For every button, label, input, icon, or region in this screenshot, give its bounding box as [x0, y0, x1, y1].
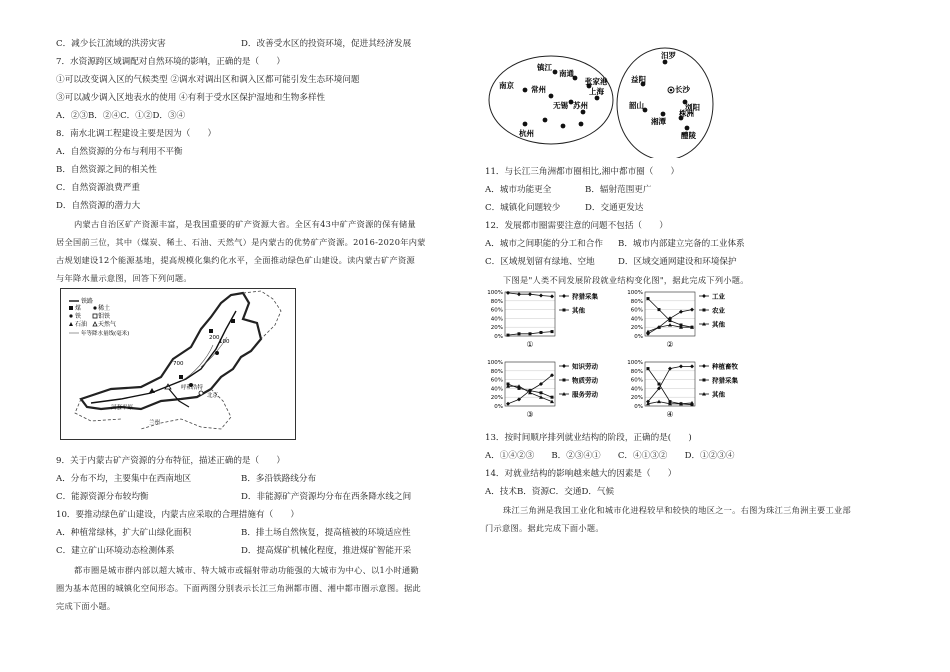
legend-label: 服务劳动 [572, 390, 598, 399]
chart-4 [627, 360, 738, 419]
q9-option-c: C．能源资源分布较均衡 [56, 492, 149, 502]
xiangzhong-cities [628, 50, 700, 140]
q14-stem: 14．对就业结构的影响越来越大的因素是（ ） [485, 469, 677, 479]
y-tick-label: 0% [634, 334, 643, 340]
passage1-line1: 内蒙古自治区矿产资源丰富，是我国重要的矿产资源大省。全区有43中矿产资源的保有储量 [74, 219, 417, 229]
legend-label: 知识劳动 [572, 362, 598, 371]
y-tick-label: 20% [630, 395, 643, 402]
iron-marker [215, 351, 219, 355]
q7-statement-1: ①可以改变调入区的气候类型 ②调水对调出区和调入区都可能引发生态环境问题 [56, 75, 360, 85]
q10-option-d: D．提高煤矿机械化程度，推进煤矿智能开采 [241, 546, 412, 556]
city-liuyang: 浏阳 [685, 103, 700, 112]
data-point [529, 332, 532, 335]
q9-stem: 9．关于内蒙古矿产资源的分布特征，描述正确的是（ ） [56, 456, 285, 466]
passage1-line3: 古规划建设12个能源基地，提高规模化集约化水平，全面推动绿色矿山建设。读内蒙古矿产资源 [56, 255, 416, 265]
q13-stem: 13．按时间顺序排列就业结构的阶段，正确的是( ) [485, 433, 692, 443]
q8-stem: 8．南水北调工程建设主要是因为（ ） [56, 129, 217, 139]
city-nantong: 南通 [559, 69, 574, 78]
q10-option-c: C．建立矿山环境动态检测体系 [56, 546, 175, 556]
legend-marker [703, 379, 706, 382]
y-tick-label: 0% [494, 404, 503, 410]
y-tick-label: 80% [490, 298, 503, 305]
chart-2 [627, 290, 725, 349]
yangtze-cities [499, 62, 608, 138]
city-wuxi: 无锡 [553, 101, 568, 110]
q12-option-a: A．城市之间职能的分工和合作 [485, 239, 603, 249]
y-tick-label: 60% [630, 307, 643, 314]
data-point [540, 331, 543, 334]
q12-stem: 12．发展都市圈需要注意的问题不包括（ ） [485, 221, 668, 231]
y-tick-label: 100% [627, 290, 643, 296]
legend-marker [563, 309, 566, 312]
legend-marker [703, 309, 706, 312]
legend-marker [702, 364, 706, 368]
city-yiyang: 益阳 [631, 75, 646, 84]
q11-option-a: A．城市功能更全 [485, 185, 552, 195]
data-point [690, 364, 694, 368]
q11-option-b: B．辐射范围更广 [585, 185, 652, 195]
chart-number: ④ [666, 410, 674, 419]
y-tick-label: 20% [490, 395, 503, 402]
legend-label: 工业 [712, 292, 725, 301]
passage2-line2: 圈为基本范围的城镇化空间形态。下面两图分别表示长江三角洲都市圈、湘中都市圈示意图。据此 [56, 583, 421, 593]
data-point [528, 292, 532, 296]
y-tick-label: 80% [630, 368, 643, 375]
chart-number: ② [666, 340, 674, 349]
data-point [507, 334, 510, 337]
data-point [539, 294, 543, 298]
city-shaoshan: 韶山 [629, 101, 644, 110]
passage1-line2: 居全国前三位，其中（煤炭、稀土、石油、天然气）是内蒙古的优势矿产资源。2016-2020年内蒙 [56, 237, 426, 247]
legend-marker [563, 379, 566, 382]
coal-marker [179, 375, 183, 379]
legend-label: 其他 [712, 320, 725, 329]
city-xiangtan: 湘潭 [651, 117, 666, 126]
q7-statement-2: ③可以减少调入区地表水的使用 ④有利于受水区保护湿地和生物多样性 [56, 93, 326, 103]
q14-options: A．技术B．资源C．交通D．气候 [485, 487, 615, 497]
city-zhangjiagang: 张家港 [585, 77, 608, 86]
city-suzhou: 苏州 [573, 101, 588, 110]
data-point [551, 396, 554, 399]
y-tick-label: 20% [490, 325, 503, 332]
data-point [679, 310, 683, 314]
legend-marker [702, 294, 706, 298]
q9-option-a: A．分布不均，主要集中在西南地区 [56, 474, 192, 484]
data-point [690, 308, 694, 312]
data-point [517, 292, 521, 296]
data-point [647, 367, 650, 370]
city-miluo: 汨罗 [661, 51, 676, 60]
q9-option-b: B．多沿铁路线分布 [241, 474, 317, 484]
coal-marker [231, 319, 235, 323]
q8-option-c: C．自然资源浪费严重 [56, 183, 140, 193]
q8-option-b: B．自然资源之间的相关性 [56, 165, 157, 175]
y-tick-label: 0% [634, 404, 643, 410]
legend-label: 其他 [712, 390, 725, 399]
y-tick-label: 80% [630, 298, 643, 305]
y-tick-label: 60% [490, 307, 503, 314]
chart-3 [487, 360, 598, 419]
y-tick-label: 80% [490, 368, 503, 375]
legend-marker [562, 364, 566, 368]
label-hetao-plain: 河套平原 [111, 405, 134, 411]
data-point [518, 332, 521, 335]
y-tick-label: 40% [630, 386, 643, 393]
label-100: 100 [219, 339, 230, 345]
q8-option-d: D．自然资源的潜力大 [56, 201, 141, 211]
legend-label: 其他 [572, 306, 585, 315]
y-tick-label: 40% [490, 386, 503, 393]
data-point [657, 400, 661, 404]
city-nanjing: 南京 [499, 81, 514, 90]
passage1-line4: 与年降水量示意图，回答下列问题。 [56, 273, 192, 283]
data-point [550, 294, 554, 298]
inner-mongolia-map [60, 288, 296, 440]
city-changzhou: 常州 [531, 85, 546, 94]
label-200: 200 [209, 335, 220, 341]
q12-option-d: D．区域交通网建设和环境保护 [618, 257, 737, 267]
coal-marker [209, 329, 213, 333]
q6-option-c: C．减少长江流域的洪涝灾害 [56, 39, 166, 49]
data-point [669, 319, 672, 322]
q11-stem: 11．与长江三角洲都市圈相比,湘中都市圈（ ） [485, 167, 680, 177]
passage3-line2: 门示意图。据此完成下面小题。 [485, 523, 604, 533]
legend-isohyet: 年等降水量线(毫米) [81, 331, 130, 337]
metropolitan-maps [485, 40, 725, 158]
city-shanghai: 上海 [589, 87, 604, 96]
plot-frame [505, 292, 555, 336]
legend-label: 种植畜牧 [712, 362, 738, 371]
city-zhenjiang: 镇江 [537, 63, 552, 72]
q8-option-a: A．自然资源的分布与利用不平衡 [56, 147, 183, 157]
q10-stem: 10．要推动绿色矿山建设，内蒙古应采取的合理措施有（ ） [56, 510, 299, 520]
city-beijing: 北京 [207, 393, 219, 399]
passage2-line3: 完成下面小题。 [56, 601, 116, 611]
chart-number: ③ [526, 410, 534, 419]
legend-railway: 铁路 [81, 298, 94, 305]
label-700: 700 [173, 361, 184, 367]
data-point [668, 367, 672, 371]
q11-option-d: D．交通更发达 [585, 203, 644, 213]
city-lanzhou: 兰州 [149, 420, 161, 426]
legend-label: 狩猎采集 [572, 292, 598, 301]
data-point [658, 308, 661, 311]
q9-option-d: D．非能源矿产资源均分布在西条降水线之间 [241, 492, 412, 502]
q12-option-c: C．区域规划留有绿地、空地 [485, 257, 595, 267]
neighbor-border [243, 291, 281, 339]
y-tick-label: 100% [487, 290, 503, 296]
legend-label: 农业 [712, 306, 725, 315]
city-hangzhou: 杭州 [519, 129, 534, 138]
oil-marker [149, 388, 155, 393]
legend-molybdenum: 钼铁 [98, 313, 111, 320]
city-liling: 醴陵 [681, 131, 696, 140]
q6-option-d: D．改善受水区的投资环境，促进其经济发展 [241, 39, 412, 49]
y-tick-label: 60% [630, 377, 643, 384]
data-point [679, 364, 683, 368]
city-hohhot: 呼和浩特 [181, 385, 204, 391]
legend-label: 物质劳动 [572, 376, 598, 385]
data-point [668, 323, 672, 327]
series-line [648, 369, 692, 405]
legend-coal: 煤 [75, 305, 82, 312]
y-tick-label: 100% [627, 360, 643, 366]
q10-option-a: A．种植常绿林，扩大矿山绿化面积 [56, 528, 192, 538]
y-tick-label: 20% [630, 325, 643, 332]
legend-oil: 石油 [75, 321, 88, 328]
data-point [540, 391, 543, 394]
legend-rare-earth: 稀土 [98, 305, 111, 312]
y-tick-label: 100% [487, 360, 503, 366]
legend-marker [562, 294, 566, 298]
legend-iron: 铁 [75, 313, 82, 320]
y-tick-label: 40% [490, 316, 503, 323]
data-point [506, 291, 510, 295]
map-legend [69, 297, 129, 337]
chart-number: ① [526, 340, 534, 349]
city-zhuzhou: 株洲 [679, 109, 694, 118]
y-tick-label: 40% [630, 316, 643, 323]
y-tick-label: 0% [494, 334, 503, 340]
q11-option-c: C．城镇化问题较少 [485, 203, 561, 213]
q7-stem: 7．水资源跨区域调配对自然环境的影响，正确的是（ ） [56, 57, 285, 67]
inner-mongolia-map-svg [61, 289, 295, 439]
q10-option-b: B．排土场自然恢复，提高植被的环境适应性 [241, 528, 411, 538]
employment-structure-charts [485, 288, 765, 428]
passage3-line1: 珠江三角洲是我国工业化和城市化进程较早和较快的地区之一。右图为珠江三角洲主要工业部 [503, 505, 851, 515]
series-line [648, 299, 692, 328]
chart-1 [487, 290, 598, 349]
series-line [648, 366, 692, 401]
q7-options: A．②③B．②④C．①②D．③④ [56, 111, 186, 121]
city-changsha: 长沙 [675, 85, 690, 94]
chart-intro: 下图是"人类不同发展阶段就业结构变化图"，据此完成下列小题。 [503, 275, 749, 285]
data-point [551, 330, 554, 333]
legend-gas: 天然气 [98, 321, 117, 328]
data-point [658, 383, 661, 386]
data-point [506, 402, 510, 406]
passage2-line1: 都市圈是城市群内部以超大城市、特大城市或辐射带动功能强的大城市为中心、以1小时通勤 [74, 565, 420, 575]
q13-options: A．①④②③ B．②③④① C．④①③② D．①②③④ [485, 451, 735, 461]
data-point [647, 297, 650, 300]
q12-option-b: B．城市内部建立完备的工业体系 [618, 239, 745, 249]
y-tick-label: 60% [490, 377, 503, 384]
legend-label: 狩猎采集 [712, 376, 738, 385]
